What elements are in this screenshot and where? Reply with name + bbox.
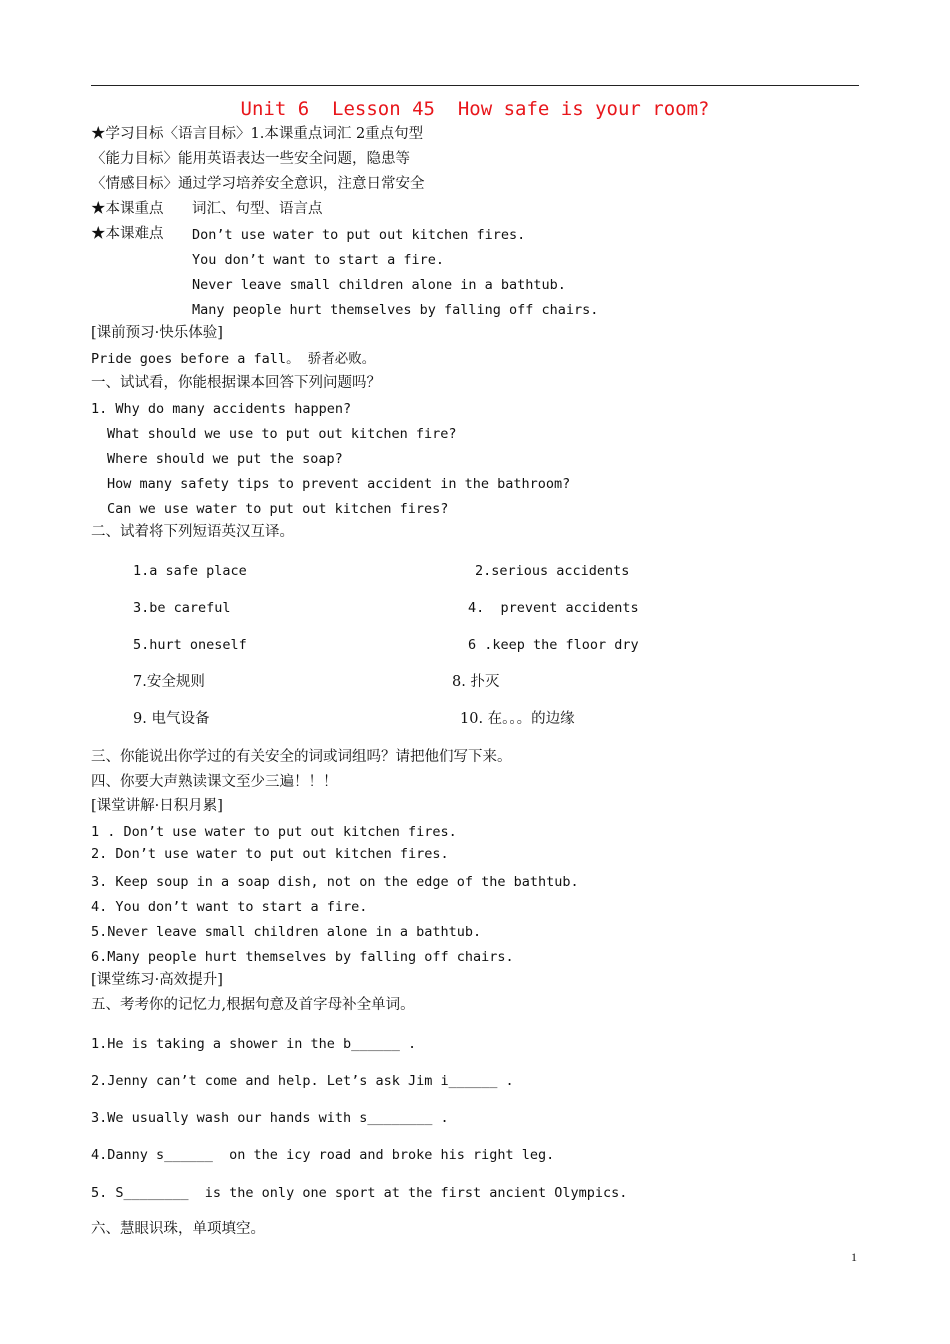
lecture-item: 6.Many people hurt themselves by falling off chairs. [91, 949, 514, 965]
question-item: 1. Why do many accidents happen? [91, 401, 352, 417]
lecture-item: 2. Don’t use water to put out kitchen fires. [91, 846, 449, 862]
phrase-item: 10. 在。。。的边缘 [460, 711, 575, 727]
lecture-item: 4. You don’t want to start a fire. [91, 899, 368, 915]
page-number: 1 [851, 1250, 857, 1264]
difficult-point: Don’t use water to put out kitchen fires. [192, 227, 526, 243]
phrase-item: 5.hurt oneself [133, 637, 247, 653]
preview-header: [课前预习·快乐体验] [91, 325, 223, 341]
phrase-item: 4. prevent accidents [468, 600, 639, 616]
question-6-title: 六、慧眼识珠，单项填空。 [91, 1221, 265, 1237]
lecture-item: 3. Keep soup in a soap dish, not on the edge of the bathtub. [91, 874, 579, 890]
fill-blank-item: 3.We usually wash our hands with s________ . [91, 1110, 449, 1126]
question-1-title: 一、试试看，你能根据课本回答下列问题吗？ [91, 375, 381, 391]
lecture-item: 1 . Don’t use water to put out kitchen fires. [91, 824, 457, 840]
phrase-item: 6 .keep the floor dry [468, 637, 639, 653]
difficult-point: Never leave small children alone in a bathtub. [192, 277, 566, 293]
proverb: Pride goes before a fall。 骄者必败。 [91, 351, 376, 367]
key-points-text: 词汇、句型、语言点 [192, 201, 323, 217]
lecture-item: 5.Never leave small children alone in a bathtub. [91, 924, 482, 940]
fill-blank-item: 4.Danny s______ on the icy road and broke his right leg. [91, 1147, 555, 1163]
lesson-title: Unit 6 Lesson 45 How safe is your room? [240, 98, 710, 120]
phrase-item: 1.a safe place [133, 563, 247, 579]
header-rule [91, 85, 859, 86]
question-item: How many safety tips to prevent accident in the bathroom? [107, 476, 571, 492]
goal-language: ★学习目标〈语言目标〉1.本课重点词汇 2重点句型 [91, 126, 424, 142]
question-item: Can we use water to put out kitchen fires? [107, 501, 449, 517]
practice-header: [课堂练习·高效提升] [91, 972, 223, 988]
question-2-title: 二、试着将下列短语英汉互译。 [91, 524, 294, 540]
fill-blank-item: 1.He is taking a shower in the b______ . [91, 1036, 417, 1052]
key-points-label: ★本课重点 [91, 201, 164, 217]
question-3: 三、你能说出你学过的有关安全的词或词组吗？请把他们写下来。 [91, 749, 512, 765]
question-item: Where should we put the soap? [107, 451, 343, 467]
phrase-item: 9. 电气设备 [133, 711, 210, 727]
phrase-item: 7.安全规则 [133, 674, 205, 690]
phrase-item: 8. 扑灭 [452, 674, 500, 690]
phrase-item: 2.serious accidents [475, 563, 630, 579]
goal-ability: 〈能力目标〉能用英语表达一些安全问题，隐患等 [91, 151, 410, 167]
question-5-title: 五、考考你的记忆力,根据句意及首字母补全单词。 [91, 997, 415, 1013]
difficult-point: You don’t want to start a fire. [192, 252, 444, 268]
goal-emotion: 〈情感目标〉通过学习培养安全意识，注意日常安全 [91, 176, 425, 192]
question-item: What should we use to put out kitchen fire? [107, 426, 457, 442]
fill-blank-item: 5. S________ is the only one sport at the first ancient Olympics. [91, 1185, 628, 1201]
difficult-points-label: ★本课难点 [91, 226, 164, 242]
fill-blank-item: 2.Jenny can’t come and help. Let’s ask Jim i______ . [91, 1073, 514, 1089]
question-4: 四、你要大声熟读课文至少三遍！！！ [91, 774, 338, 790]
difficult-point: Many people hurt themselves by falling off chairs. [192, 302, 599, 318]
phrase-item: 3.be careful [133, 600, 231, 616]
lecture-header: [课堂讲解·日积月累] [91, 798, 223, 814]
